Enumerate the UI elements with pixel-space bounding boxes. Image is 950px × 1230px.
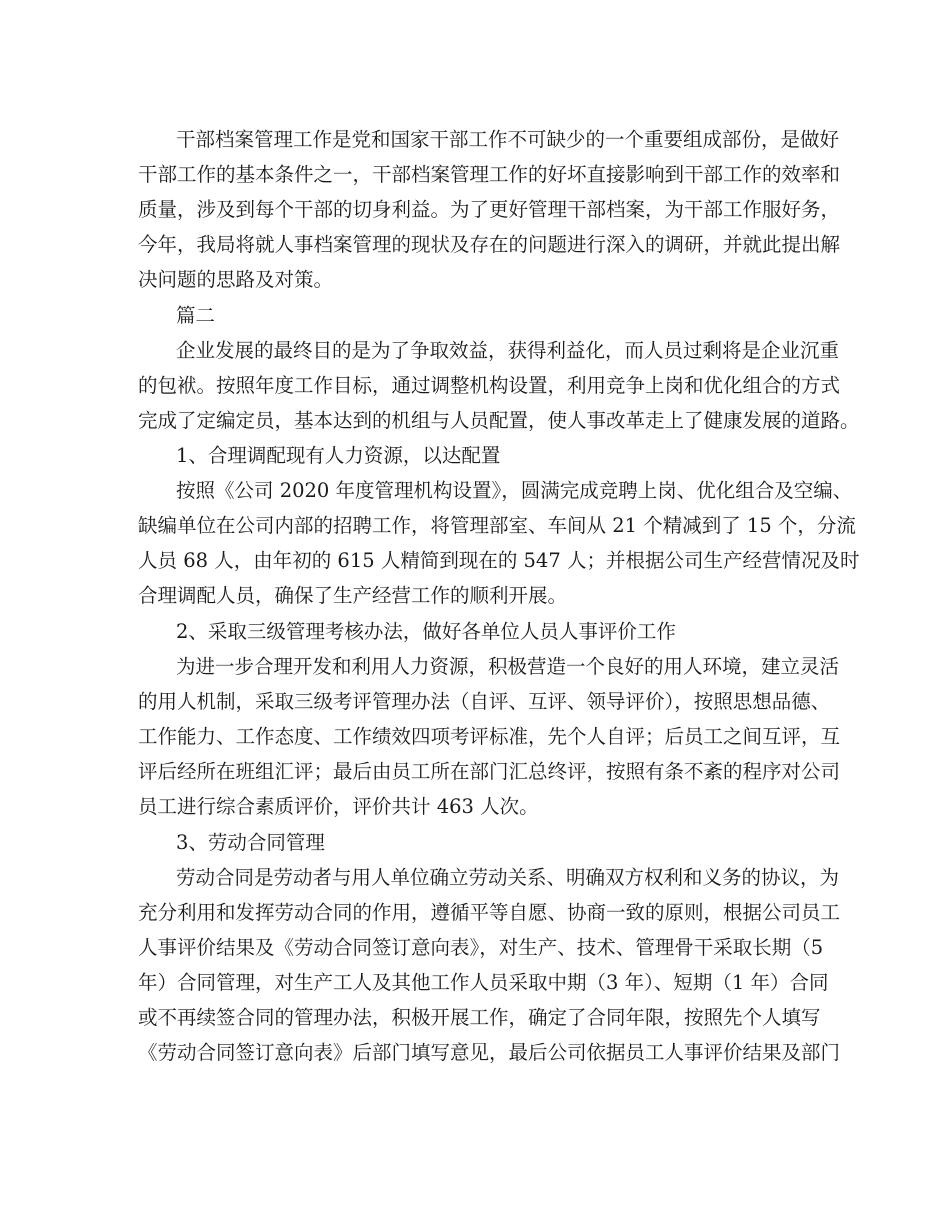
text-line: 充分利用和发挥劳动合同的作用，遵循平等自愿、协商一致的原则，根据公司员工 xyxy=(138,901,841,924)
text-line: 为进一步合理开发和利用人力资源，积极营造一个良好的用人环境，建立灵活 xyxy=(176,655,840,678)
subheading: 3、劳动合同管理 xyxy=(176,831,325,854)
text-line: 合理调配人员，确保了生产经营工作的顺利开展。 xyxy=(138,584,568,607)
subheading: 1、合理调配现有人力资源，以达配置 xyxy=(176,444,501,467)
text-line: 的包袱。按照年度工作目标，通过调整机构设置，利用竞争上岗和优化组合的方式 xyxy=(138,374,841,397)
text-line: 人员 68 人，由年初的 615 人精简到现在的 547 人；并根据公司生产经营情况及时 xyxy=(138,549,860,572)
text-line: 干部工作的基本条件之一，干部档案管理工作的好坏直接影响到干部工作的效率和 xyxy=(138,163,841,186)
text-line: 缺编单位在公司内部的招聘工作，将管理部室、车间从 21 个精减到了 15 个，分流 xyxy=(138,514,856,537)
text-line: 评后经所在班组汇评；最后由员工所在部门汇总终评，按照有条不紊的程序对公司 xyxy=(138,760,841,783)
text-line: 的用人机制，采取三级考评管理办法（自评、互评、领导评价），按照思想品德、 xyxy=(138,690,831,713)
text-line: 年）合同管理，对生产工人及其他工作人员采取中期（3 年）、短期（1 年）合同 xyxy=(138,971,829,994)
text-line: 劳动合同是劳动者与用人单位确立劳动关系、明确双方权利和义务的协议，为 xyxy=(176,866,840,889)
text-line: 决问题的思路及对策。 xyxy=(138,268,334,291)
subheading: 2、采取三级管理考核办法，做好各单位人员人事评价工作 xyxy=(176,620,676,643)
section-heading: 篇二 xyxy=(176,304,216,327)
text-line: 员工进行综合素质评价，评价共计 463 人次。 xyxy=(138,795,539,818)
text-line: 或不再续签合同的管理办法，积极开展工作，确定了合同年限，按照先个人填写 xyxy=(138,1006,821,1029)
text-line: 按照《公司 2020 年度管理机构设置》，圆满完成竞聘上岗、优化组合及空编、 xyxy=(176,479,853,502)
text-line: 人事评价结果及《劳动合同签订意向表》，对生产、技术、管理骨干采取长期（5 xyxy=(138,936,824,959)
text-line: 企业发展的最终目的是为了争取效益，获得利益化，而人员过剩将是企业沉重 xyxy=(176,339,840,362)
text-line: 干部档案管理工作是党和国家干部工作不可缺少的一个重要组成部份，是做好 xyxy=(176,128,840,151)
text-line: 今年，我局将就人事档案管理的现状及存在的问题进行深入的调研，并就此提出解 xyxy=(138,233,841,256)
text-line: 质量，涉及到每个干部的切身利益。为了更好管理干部档案，为干部工作服好务， xyxy=(138,198,841,221)
text-line: 《劳动合同签订意向表》后部门填写意见，最后公司依据员工人事评价结果及部门 xyxy=(138,1041,841,1064)
text-line: 完成了定编定员，基本达到的机组与人员配置，使人事改革走上了健康发展的道路。 xyxy=(138,409,860,432)
text-line: 工作能力、工作态度、工作绩效四项考评标准，先个人自评；后员工之间互评，互 xyxy=(138,725,841,748)
